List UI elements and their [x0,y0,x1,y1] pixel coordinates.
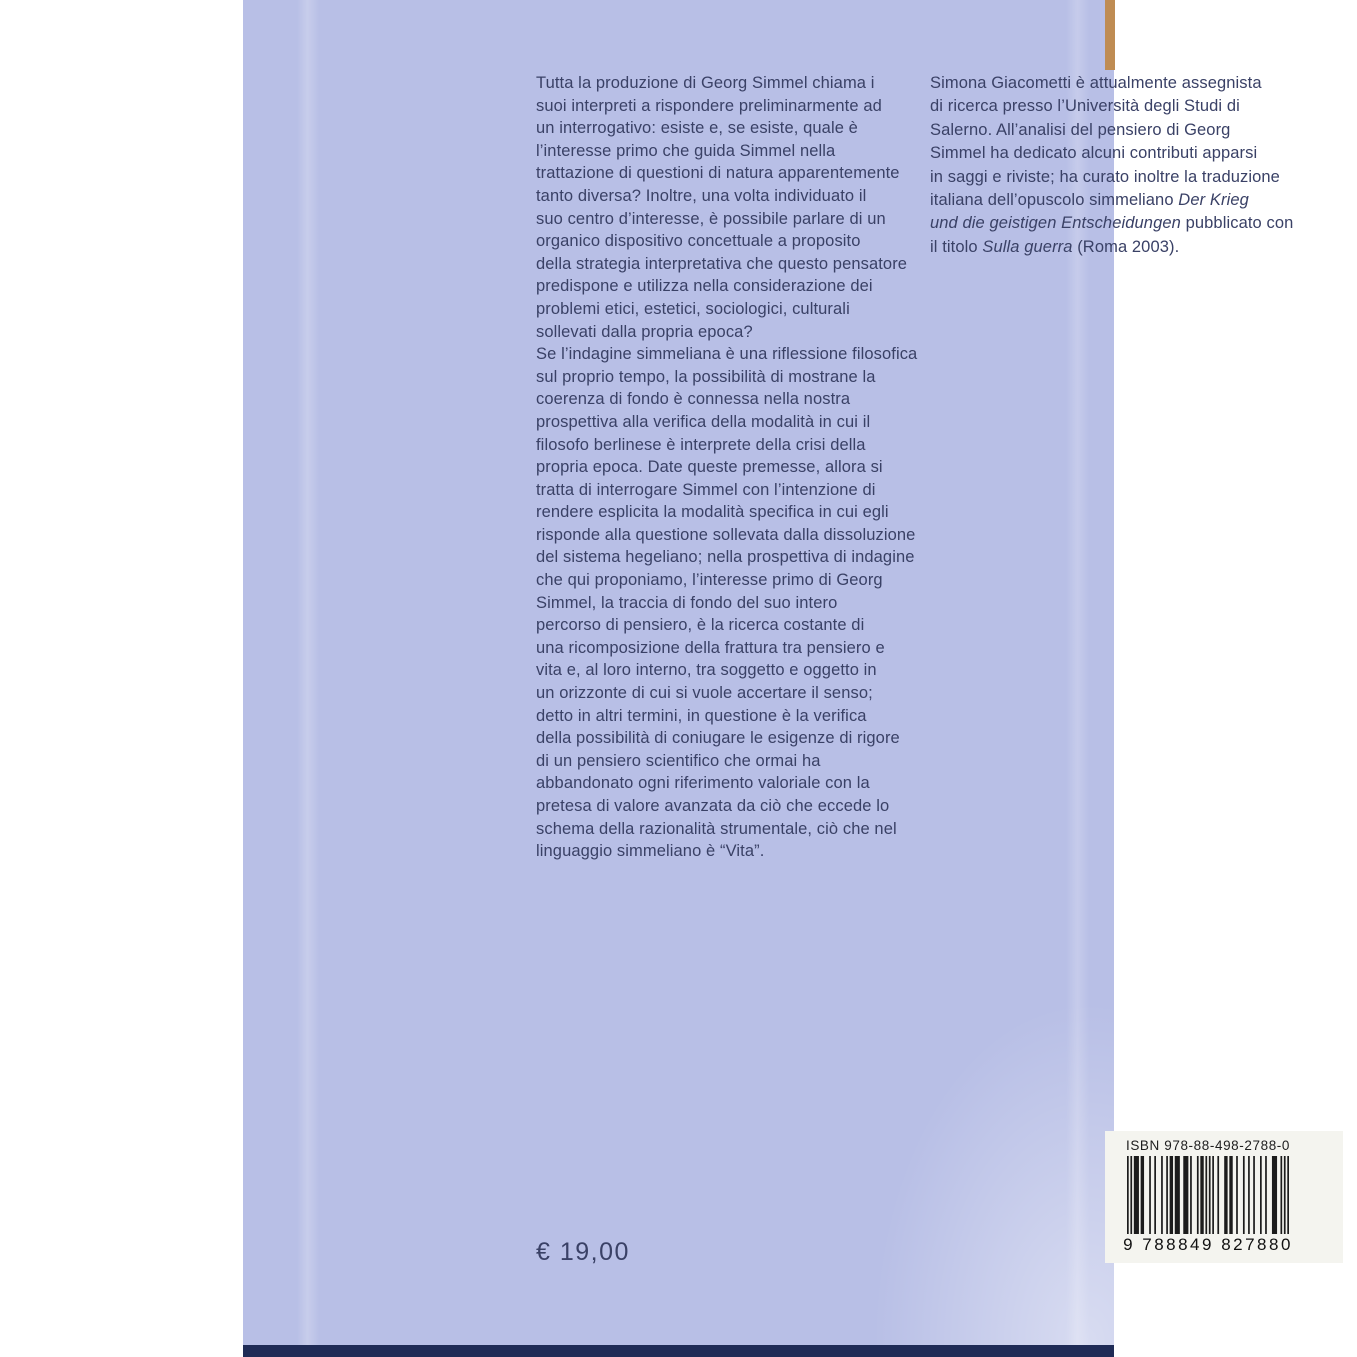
text-line: detto in altri termini, in questione è la verifica [536,706,867,725]
text-line: suo centro d’interesse, è possibile parlare di un [536,209,886,228]
text-line: pretesa di valore avanzata da ciò che eccede lo [536,797,890,815]
text-line: Simona Giacometti è attualmente assegnista [930,74,1262,92]
text-line: che qui proponiamo, l’interesse primo di Georg [536,571,883,590]
text-line: tratta di interrogare Simmel con l’intenzione di [536,480,876,499]
text-line: predispone e utilizza nella considerazione dei [536,277,873,296]
author-bio [930,72,1293,259]
text-line: rendere esplicita la modalità specifica in cui egli [536,503,889,522]
text-line: coerenza di fondo è connessa nella nostra [536,390,851,409]
text-line: percorso di pensiero, è la ricerca costante di [536,616,865,635]
text-line: sul proprio tempo, la possibilità di mostrane la [536,367,876,386]
text-line: italiana dell’opuscolo simmeliano Der Krieg [930,191,1249,210]
text-line: Se l’indagine simmeliana è una riflessione filosofica [536,345,918,364]
text-line: Tutta la produzione di Georg Simmel chiama i [536,74,875,92]
back-cover-blurb [536,72,917,863]
text-line: un orizzonte di cui si vuole accertare il senso; [536,684,873,703]
text-line: un interrogativo: esiste e, se esiste, quale è [536,119,858,138]
text-line: sollevati dalla propria epoca? [536,322,753,341]
text-line: vita e, al loro interno, tra soggetto e oggetto in [536,661,877,680]
text-line: prospettiva alla verifica della modalità in cui il [536,412,871,431]
text-line: della strategia interpretativa che questo pensatore [536,254,908,273]
text-line: Simmel, la traccia di fondo del suo intero [536,593,838,612]
text-line: abbandonato ogni riferimento valoriale con la [536,774,870,793]
text-line: propria epoca. Date queste premesse, allora si [536,458,883,477]
isbn-label: ISBN 978-88-498-2788-0 [1125,1138,1291,1153]
barcode-panel [1105,1131,1343,1263]
text-line: organico dispositivo concettuale a proposito [536,232,861,251]
barcode-panel-content [1123,1131,1293,1255]
text-line: il titolo Sulla guerra (Roma 2003). [930,237,1180,256]
text-line: schema della razionalità strumentale, ciò che nel [536,819,897,838]
text-line: trattazione di questioni di natura apparentemente [536,164,900,183]
price-label: € 19,00 [536,1238,630,1266]
text-line: l’interesse primo che guida Simmel nella [536,141,836,160]
ean-barcode-icon [1127,1156,1289,1234]
text-line: suoi interpreti a rispondere preliminarmente ad [536,96,882,115]
text-line: und die geistigen Entscheidungen pubblicato con [930,214,1294,233]
spine-edge-strip [1105,0,1115,70]
text-line: linguaggio simmeliano è “Vita”. [536,842,765,861]
text-line: della possibilità di coniugare le esigenze di rigore [536,729,900,748]
text-line: Salerno. All’analisi del pensiero di Georg [930,120,1231,139]
text-line: di ricerca presso l’Università degli Studi di [930,97,1240,116]
text-line: una ricomposizione della frattura tra pensiero e [536,638,885,657]
barcode-digits: 9 788849 827880 [1123,1235,1293,1254]
text-line: risponde alla questione sollevata dalla dissoluzione [536,525,916,544]
text-line: di un pensiero scientifico che ormai ha [536,751,821,770]
text-line: filosofo berlinese è interprete della crisi della [536,435,866,454]
text-line: tanto diversa? Inoltre, una volta individuato il [536,186,867,205]
text-line: Simmel ha dedicato alcuni contributi apparsi [930,144,1258,163]
book-back-cover [243,0,1294,1357]
text-line: in saggi e riviste; ha curato inoltre la traduzione [930,167,1280,186]
bottom-edge-strip [243,1345,1114,1357]
text-line: del sistema hegeliano; nella prospettiva di indagine [536,548,915,567]
text-line: problemi etici, estetici, sociologici, culturali [536,299,850,318]
